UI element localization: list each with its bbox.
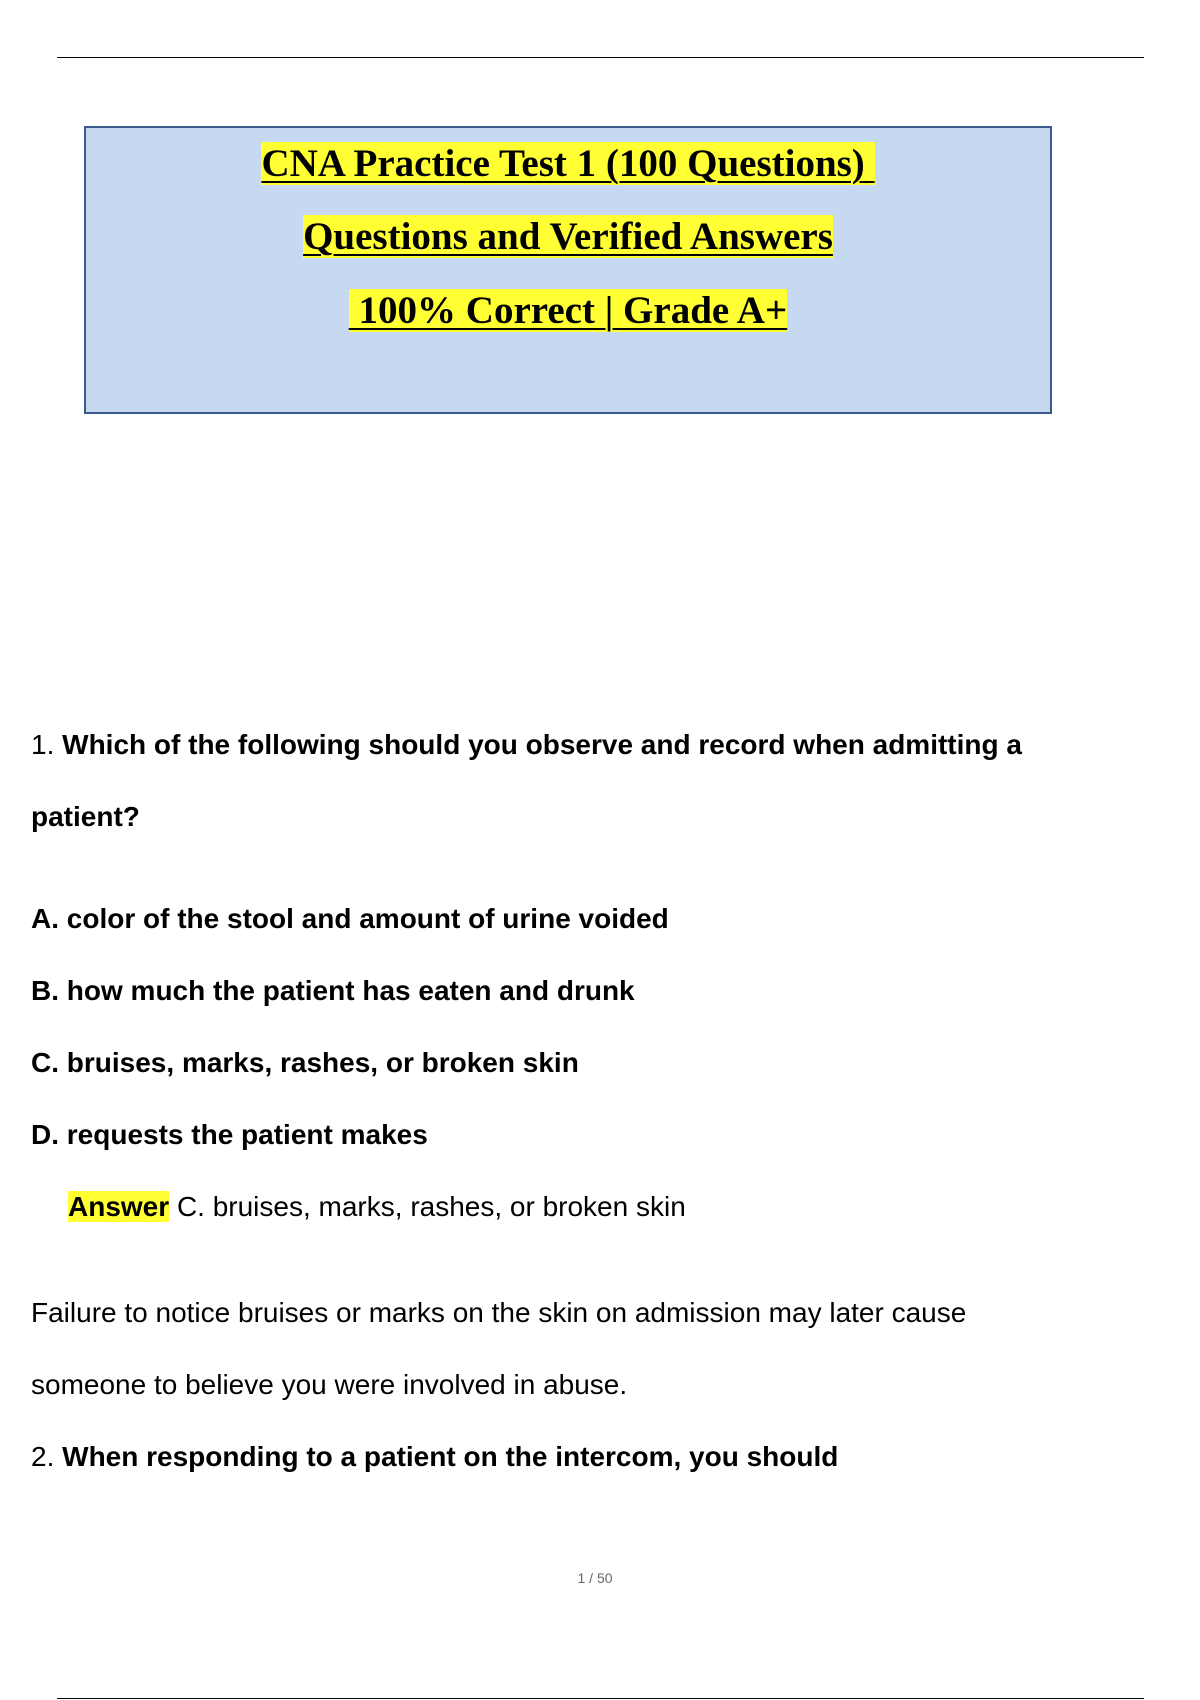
question-1-line-2: patient? [31, 801, 140, 832]
question-1-explanation-line-1: Failure to notice bruises or marks on the skin on admission may later cause [31, 1297, 967, 1328]
question-1-explanation-line-2: someone to believe you were involved in abuse. [31, 1369, 628, 1400]
title-line-2: Questions and Verified Answers [303, 215, 833, 258]
question-1-text: Which of the following should you observe and record when admitting a [62, 729, 1022, 760]
title-box [84, 126, 1052, 414]
question-2-number: 2. [31, 1441, 55, 1472]
title-line-3: 100% Correct | Grade A+ [348, 289, 788, 332]
answer-label: Answer [68, 1191, 170, 1222]
page-indicator: 1 / 50 [577, 1570, 613, 1586]
question-1-option-b: B. how much the patient has eaten and drunk [31, 975, 635, 1006]
title-line-1: CNA Practice Test 1 (100 Questions) [261, 142, 875, 185]
question-2-line-1 [31, 1440, 838, 1474]
question-1-line-1 [31, 728, 1022, 762]
question-1-option-d: D. requests the patient makes [31, 1119, 428, 1150]
answer-text: C. bruises, marks, rashes, or broken skin [176, 1191, 686, 1222]
question-1-option-c: C. bruises, marks, rashes, or broken skin [31, 1047, 579, 1078]
question-1-answer [68, 1190, 686, 1224]
question-1-number: 1. [31, 729, 55, 760]
question-2-text: When responding to a patient on the intercom, you should [62, 1441, 839, 1472]
question-1-option-a: A. color of the stool and amount of urine voided [31, 903, 669, 934]
bottom-rule [57, 1698, 1144, 1699]
top-rule [57, 57, 1144, 58]
